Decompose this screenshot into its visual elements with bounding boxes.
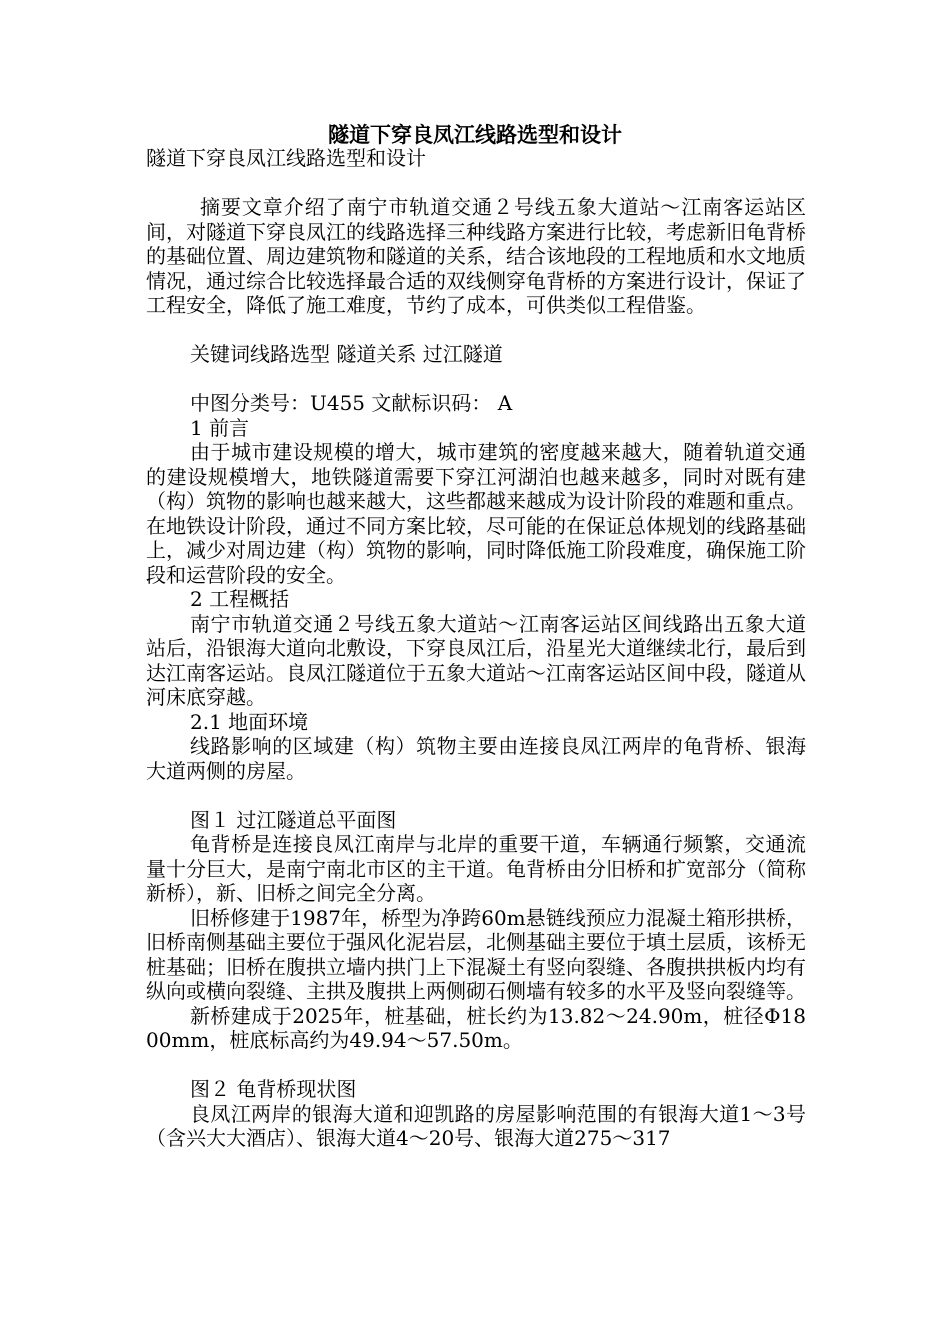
document-title: 隧道下穿良凤江线路选型和设计: [328, 122, 622, 147]
environment-paragraph: 线路影响的区域建（构）筑物主要由连接良凤江两岸的龟背桥、银海大道两侧的房屋。: [146, 734, 806, 783]
figure-caption-1: 图１ 过江隧道总平面图: [190, 807, 397, 832]
figure-caption-2: 图２ 龟背桥现状图: [190, 1077, 357, 1101]
spacer: [146, 783, 806, 808]
section-heading-overview: 2 工程概括: [190, 587, 290, 611]
bridge-paragraph-2: 旧桥修建于1987年，桥型为净跨60m悬链线预应力混凝土箱形拱桥，旧桥南侧基础主要位于强风化泥岩层，北侧基础主要位于填土层质，该桥无桩基础；旧桥在腹拱立墙内拱门上下混凝土有竖向裂缝、各腹拱拱板内均有纵向或横向裂缝、主拱及腹拱上两侧砌石侧墙有较多的水平及竖向裂缝等。: [146, 905, 806, 1003]
houses-paragraph: 良凤江两岸的银海大道和迎凯路的房屋影响范围的有银海大道1～3号（含兴大大酒店）、银海大道4～20号、银海大道275～317: [146, 1101, 806, 1150]
abstract-paragraph: 摘要文章介绍了南宁市轨道交通２号线五象大道站～江南客运站区间，对隧道下穿良凤江的线路选择三种线路方案进行比较，考虑新旧龟背桥的基础位置、周边建筑物和隧道的关系，结合该地段的工程地质和水文地质情况，通过综合比较选择最合适的双线侧穿龟背桥的方案进行设计，保证了工程安全，降低了施工难度，节约了成本，可供类似工程借鉴。: [146, 195, 806, 317]
section-heading-intro: 1 前言: [190, 415, 250, 440]
intro-paragraph: 由于城市建设规模的增大，城市建筑的密度越来越大，随着轨道交通的建设规模增大，地铁隧道需要下穿江河湖泊也越来越多，同时对既有建（构）筑物的影响也越来越大，这些都越来越成为设计阶段的难题和重点。在地铁设计阶段，通过不同方案比较，尽可能的在保证总体规划的线路基础上，减少对周边建（构）筑物的影响，同时降低施工阶段难度，确保施工阶段和运营阶段的安全。: [146, 440, 806, 587]
spacer: [146, 171, 806, 196]
classification-line: 中图分类号：U455 文献标识码： A: [190, 391, 513, 415]
bridge-paragraph-3: 新桥建成于2025年，桩基础，桩长约为13.82～24.90m，桩径Φ1800mm，桩底标高约为49.94～57.50m。: [146, 1003, 806, 1052]
section-heading-environment: 2.1 地面环境: [190, 709, 309, 734]
document-body: [146, 146, 806, 1151]
keywords-line: 关键词线路选型 隧道关系 过江隧道: [190, 342, 503, 366]
spacer: [146, 318, 806, 343]
spacer: [146, 1053, 806, 1078]
spacer: [146, 367, 806, 392]
bridge-paragraph-1: 龟背桥是连接良凤江南岸与北岸的重要干道，车辆通行频繁，交通流量十分巨大，是南宁南北市区的主干道。龟背桥由分旧桥和扩宽部分（简称新桥），新、旧桥之间完全分离。: [146, 832, 806, 905]
overview-paragraph: 南宁市轨道交通２号线五象大道站～江南客运站区间线路出五象大道站后，沿银海大道向北敷设，下穿良凤江后，沿星光大道继续北行，最后到达江南客运站。良凤江隧道位于五象大道站～江南客运站区间中段，隧道从河床底穿越。: [146, 611, 806, 709]
document-subtitle: 隧道下穿良凤江线路选型和设计: [146, 146, 426, 170]
